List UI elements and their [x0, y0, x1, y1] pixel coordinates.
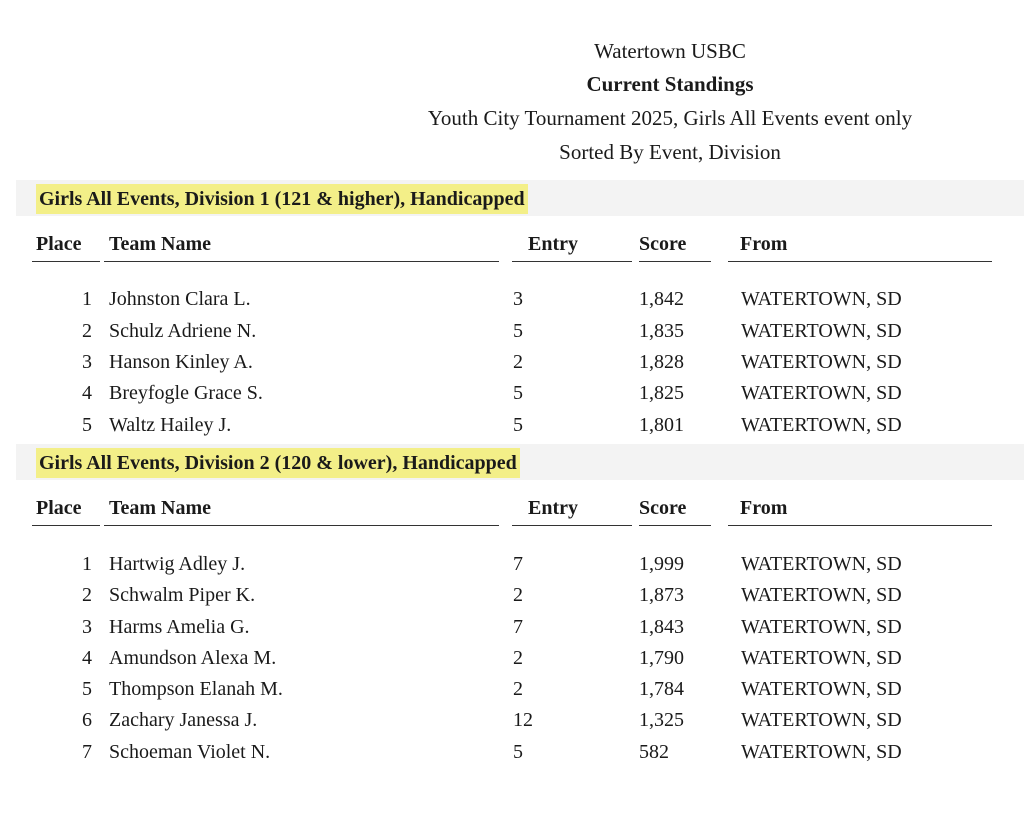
place-cell: 5	[82, 678, 92, 700]
table-row	[0, 612, 1024, 643]
score-cell: 1,835	[639, 320, 684, 342]
entry-cell: 2	[513, 678, 523, 700]
entry-cell: 12	[513, 709, 533, 731]
score-cell: 1,825	[639, 382, 684, 404]
score-cell: 1,828	[639, 351, 684, 373]
table-row	[0, 737, 1024, 768]
from-cell: WATERTOWN, SD	[741, 382, 902, 404]
from-cell: WATERTOWN, SD	[741, 414, 902, 436]
place-cell: 2	[82, 584, 92, 606]
name-cell: Waltz Hailey J.	[109, 414, 232, 436]
entry-cell: 5	[513, 414, 523, 436]
entry-cell: 5	[513, 741, 523, 763]
header-rule	[32, 261, 100, 262]
name-cell: Zachary Janessa J.	[109, 709, 258, 731]
place-cell: 1	[82, 288, 92, 310]
entry-cell: 2	[513, 351, 523, 373]
org-name: Watertown USBC	[594, 39, 746, 63]
division-2-band	[16, 444, 1024, 480]
entry-cell: 5	[513, 382, 523, 404]
name-cell: Schwalm Piper K.	[109, 584, 256, 606]
entry-cell: 2	[513, 584, 523, 606]
name-cell: Schoeman Violet N.	[109, 741, 271, 763]
division-2-title: Girls All Events, Division 2 (120 & lower), Handicapped	[36, 448, 520, 478]
table-row	[0, 580, 1024, 611]
team-name-header: Team Name	[109, 497, 212, 519]
place-header: Place	[36, 497, 82, 519]
place-cell: 5	[82, 414, 92, 436]
header-rule	[32, 525, 100, 526]
from-cell: WATERTOWN, SD	[741, 320, 902, 342]
from-cell: WATERTOWN, SD	[741, 741, 902, 763]
entry-cell: 5	[513, 320, 523, 342]
entry-cell: 2	[513, 647, 523, 669]
from-cell: WATERTOWN, SD	[741, 553, 902, 575]
table-row	[0, 410, 1024, 441]
header-rule	[639, 525, 711, 526]
name-cell: Breyfogle Grace S.	[109, 382, 263, 404]
from-cell: WATERTOWN, SD	[741, 709, 902, 731]
name-cell: Hartwig Adley J.	[109, 553, 246, 575]
header-rule	[512, 525, 632, 526]
header-rule	[728, 525, 992, 526]
score-cell: 1,843	[639, 616, 684, 638]
team-name-header: Team Name	[109, 233, 212, 255]
score-cell: 582	[639, 741, 669, 763]
table-row	[0, 643, 1024, 674]
from-cell: WATERTOWN, SD	[741, 351, 902, 373]
score-cell: 1,784	[639, 678, 684, 700]
score-cell: 1,790	[639, 647, 684, 669]
entry-header: Entry	[528, 233, 578, 255]
sort-description: Sorted By Event, Division	[559, 140, 781, 164]
name-cell: Schulz Adriene N.	[109, 320, 257, 342]
name-cell: Johnston Clara L.	[109, 288, 251, 310]
from-cell: WATERTOWN, SD	[741, 678, 902, 700]
table-row	[0, 674, 1024, 705]
from-cell: WATERTOWN, SD	[741, 647, 902, 669]
table-row	[0, 378, 1024, 409]
place-cell: 7	[82, 741, 92, 763]
name-cell: Thompson Elanah M.	[109, 678, 283, 700]
report-title: Current Standings	[586, 72, 754, 96]
score-cell: 1,325	[639, 709, 684, 731]
score-cell: 1,873	[639, 584, 684, 606]
table-row	[0, 316, 1024, 347]
table-row	[0, 705, 1024, 736]
place-cell: 3	[82, 616, 92, 638]
score-cell: 1,801	[639, 414, 684, 436]
from-cell: WATERTOWN, SD	[741, 584, 902, 606]
table-row	[0, 347, 1024, 378]
name-cell: Amundson Alexa M.	[109, 647, 277, 669]
from-cell: WATERTOWN, SD	[741, 288, 902, 310]
entry-header: Entry	[528, 497, 578, 519]
place-cell: 2	[82, 320, 92, 342]
place-cell: 1	[82, 553, 92, 575]
place-cell: 4	[82, 647, 92, 669]
score-cell: 1,842	[639, 288, 684, 310]
from-header: From	[740, 233, 788, 255]
header-rule	[728, 261, 992, 262]
entry-cell: 7	[513, 553, 523, 575]
tournament-name: Youth City Tournament 2025, Girls All Events event only	[427, 106, 913, 130]
name-cell: Harms Amelia G.	[109, 616, 250, 638]
place-cell: 6	[82, 709, 92, 731]
name-cell: Hanson Kinley A.	[109, 351, 253, 373]
header-rule	[512, 261, 632, 262]
entry-cell: 7	[513, 616, 523, 638]
place-header: Place	[36, 233, 82, 255]
from-cell: WATERTOWN, SD	[741, 616, 902, 638]
score-header: Score	[639, 233, 687, 255]
header-rule	[104, 261, 499, 262]
division-1-band	[16, 180, 1024, 216]
score-cell: 1,999	[639, 553, 684, 575]
place-cell: 3	[82, 351, 92, 373]
table-row	[0, 284, 1024, 315]
score-header: Score	[639, 497, 687, 519]
division-1-title: Girls All Events, Division 1 (121 & higher), Handicapped	[36, 184, 528, 214]
from-header: From	[740, 497, 788, 519]
header-rule	[104, 525, 499, 526]
entry-cell: 3	[513, 288, 523, 310]
header-rule	[639, 261, 711, 262]
place-cell: 4	[82, 382, 92, 404]
table-row	[0, 549, 1024, 580]
